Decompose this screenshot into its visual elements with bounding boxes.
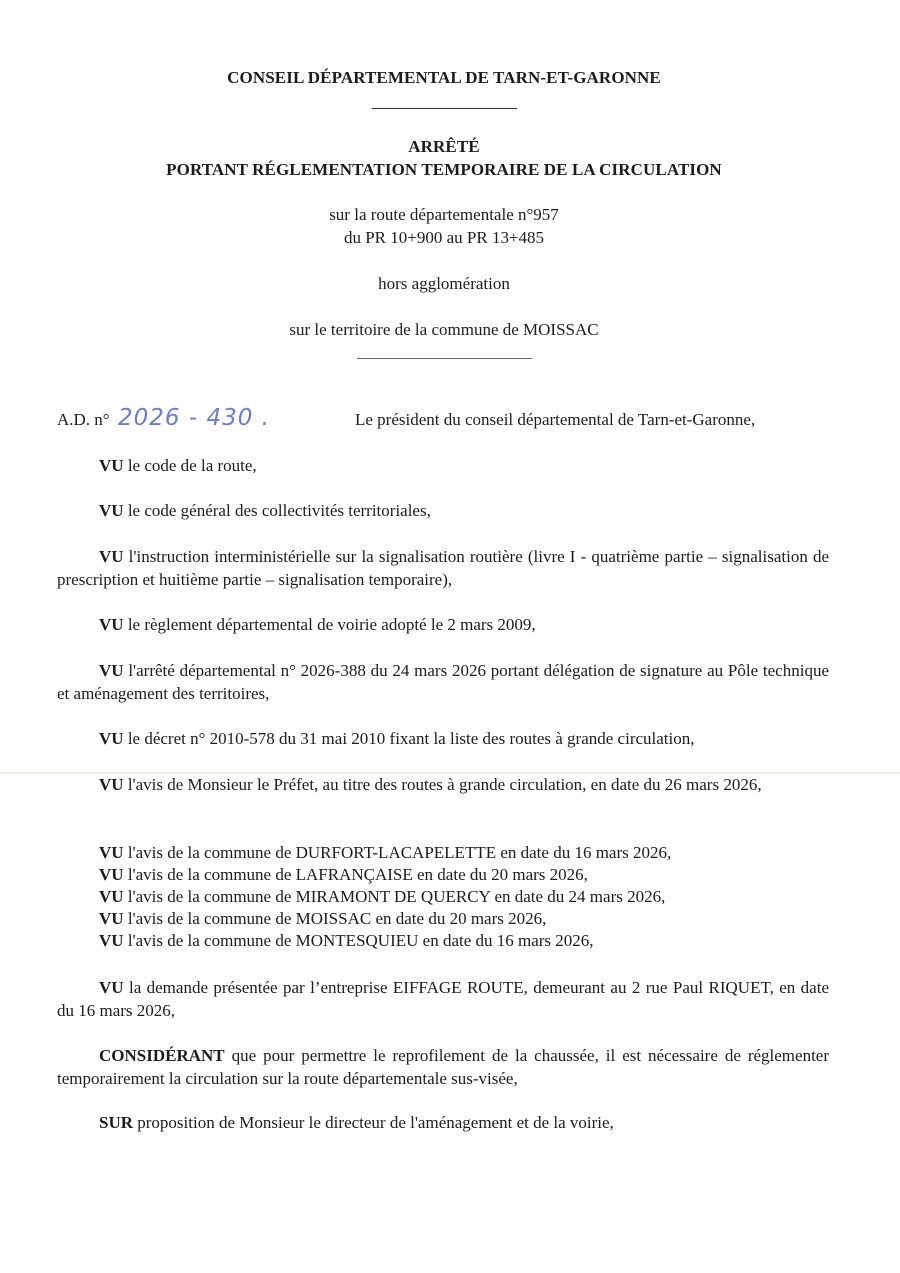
visa-item: VU l'arrêté départemental n° 2026-388 du 24 mars 2026 portant délégation de signature au Pôle technique et aménagement des territoires,: [57, 661, 829, 703]
visa-item: VU l'instruction interministérielle sur la signalisation routière (livre I - quatrième partie – signalisation de prescription et huitième partie – signalisation temporaire),: [57, 547, 829, 589]
doc-type: ARRÊTÉ: [408, 137, 480, 156]
commune-visa: VU l'avis de la commune de LAFRANÇAISE en date du 20 mars 2026,: [99, 865, 588, 884]
commune-visa: VU l'avis de la commune de MONTESQUIEU en date du 16 mars 2026,: [99, 931, 594, 950]
visa-item: VU le décret n° 2010-578 du 31 mai 2010 fixant la liste des routes à grande circulation,: [99, 729, 695, 748]
visa-item: VU le code général des collectivités territoriales,: [99, 501, 431, 520]
considering-clause: CONSIDÉRANT que pour permettre le reprofilement de la chaussée, il est nécessaire de réglementer temporairement la circulation sur la route départementale sus-visée,: [57, 1046, 829, 1088]
commune-visa: VU l'avis de la commune de MOISSAC en date du 20 mars 2026,: [99, 909, 547, 928]
reference-prefix: A.D. n°: [57, 410, 110, 429]
commune-divider: [357, 358, 532, 359]
visa-item: VU le règlement départemental de voirie adopté le 2 mars 2009,: [99, 615, 536, 634]
commune-line: sur le territoire de la commune de MOISSAC: [289, 320, 599, 339]
council-heading: CONSEIL DÉPARTEMENTAL DE TARN-ET-GARONNE: [227, 68, 661, 87]
visa-item: VU l'avis de Monsieur le Préfet, au titre des routes à grande circulation, en date du 26 mars 2026,: [99, 775, 762, 794]
header-divider: [372, 108, 517, 109]
commune-visa: VU l'avis de la commune de MIRAMONT DE QUERCY en date du 24 mars 2026,: [99, 887, 666, 906]
request-visa: VU la demande présentée par l’entreprise EIFFAGE ROUTE, demeurant au 2 rue Paul RIQUET, en date du 16 mars 2026,: [57, 978, 829, 1020]
proposal-clause: SUR proposition de Monsieur le directeur de l'aménagement et de la voirie,: [99, 1113, 614, 1132]
visa-item: VU le code de la route,: [99, 456, 257, 475]
commune-visa: VU l'avis de la commune de DURFORT-LACAPELETTE en date du 16 mars 2026,: [99, 843, 672, 862]
zone-line: hors agglomération: [378, 274, 510, 293]
pr-line: du PR 10+900 au PR 13+485: [343, 228, 545, 247]
road-line: sur la route départementale n°957: [329, 205, 559, 224]
doc-subject: PORTANT RÉGLEMENTATION TEMPORAIRE DE LA CIRCULATION: [166, 160, 722, 179]
president-line: Le président du conseil départemental de Tarn-et-Garonne,: [355, 410, 756, 429]
handwritten-number: 2026 - 430 .: [118, 405, 270, 431]
